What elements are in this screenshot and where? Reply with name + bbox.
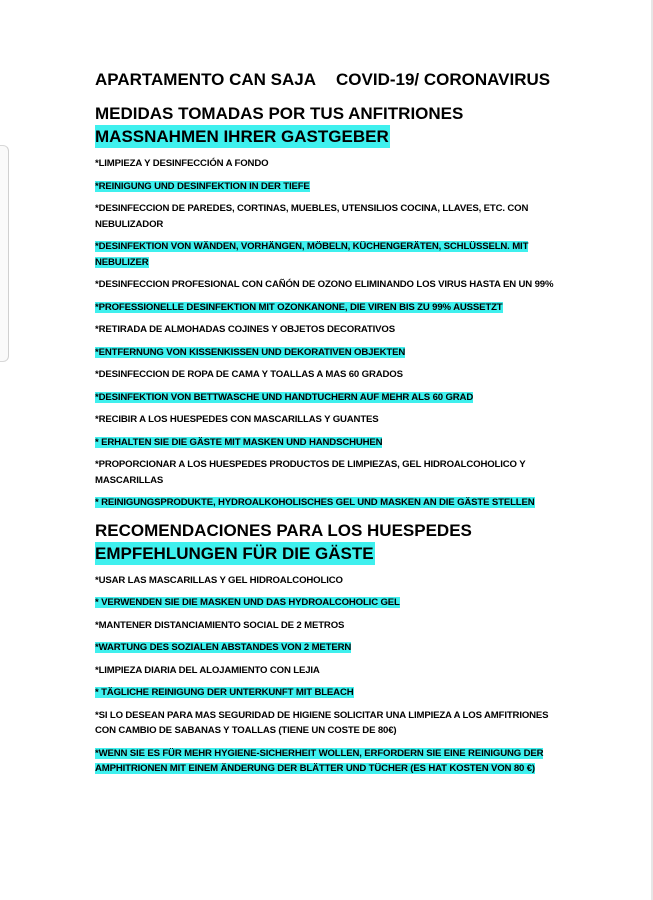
- list-item-de: * ERHALTEN SIE DIE GÄSTE MIT MASKEN UND HANDSCHUHEN: [95, 436, 383, 448]
- list-item-de: *WENN SIE ES FÜR MEHR HYGIENE-SICHERHEIT WOLLEN, ERFORDERN SIE EINE REINIGUNG DER AMPHITRIONEN MIT EINEM ÄNDERUNG DER BLÄTTER UND TÜCHER (ES HAT KOSTEN VON 80 €): [95, 747, 544, 774]
- list-item-es: *SI LO DESEAN PARA MAS SEGURIDAD DE HIGIENE SOLICITAR UNA LIMPIEZA A LOS AMFITRIONES CON CAMBIO DE SABANAS Y TOALLAS (TIENE UN COSTE DE 80€): [95, 709, 549, 736]
- list-item-de: *REINIGUNG UND DESINFEKTION IN DER TIEFE: [95, 180, 310, 192]
- list-item-de: * VERWENDEN SIE DIE MASKEN UND DAS HYDROALCOHOLIC GEL: [95, 597, 400, 608]
- list-item-es: *PROPORCIONAR A LOS HUESPEDES PRODUCTOS DE LIMPIEZAS, GEL HIDROALCOHOLICO Y MASCARILLAS: [95, 459, 526, 486]
- section1-heading-de: MASSNAHMEN IHRER GASTGEBER: [95, 127, 389, 146]
- list-item-es: *LIMPIEZA Y DESINFECCIÓN A FONDO: [95, 158, 269, 169]
- section2-heading-de: EMPFEHLUNGEN FÜR DIE GÄSTE: [95, 543, 374, 563]
- section2: [95, 519, 555, 777]
- list-item-de: *ENTFERNUNG VON KISSENKISSEN UND DEKORATIVEN OBJEKTEN: [95, 346, 406, 358]
- title-covid: COVID-19/ CORONAVIRUS: [336, 70, 551, 89]
- page-edge-shadow: [0, 145, 9, 362]
- document-title: [95, 68, 555, 92]
- list-item-de: *PROFESSIONELLE DESINFEKTION MIT OZONKANONE, DIE VIREN BIS ZU 99% AUSSETZT: [95, 301, 503, 313]
- list-item-es: *MANTENER DISTANCIAMIENTO SOCIAL DE 2 METROS: [95, 619, 345, 631]
- list-item-de: *DESINFEKTION VON WÄNDEN, VORHÄNGEN, MÖBELN, KÜCHENGERÄTEN, SCHLÜSSELN. MIT NEBULIZER: [95, 241, 529, 268]
- list-item-es: *LIMPIEZA DIARIA DEL ALOJAMIENTO CON LEJIA: [95, 664, 320, 676]
- list-item-es: *DESINFECCION DE PAREDES, CORTINAS, MUEBLES, UTENSILIOS COCINA, LLAVES, ETC. CON NEBULIZADOR: [95, 203, 529, 230]
- list-item-de: *WARTUNG DES SOZIALEN ABSTANDES VON 2 METERN: [95, 642, 352, 653]
- list-item-es: *USAR LAS MASCARILLAS Y GEL HIDROALCOHOLICO: [95, 574, 343, 586]
- title-apartment: APARTAMENTO CAN SAJA: [95, 70, 317, 89]
- section2-heading-es: RECOMENDACIONES PARA LOS HUESPEDES: [95, 520, 472, 540]
- list-item-de: * REINIGUNGSPRODUKTE, HYDROALKOHOLISCHES GEL UND MASKEN AN DIE GÄSTE STELLEN: [95, 497, 535, 508]
- list-item-es: *DESINFECCION DE ROPA DE CAMA Y TOALLAS A MAS 60 GRADOS: [95, 369, 403, 380]
- list-item-de: *DESINFEKTION VON BETTWASCHE UND HANDTUCHERN AUF MEHR ALS 60 GRAD: [95, 391, 474, 403]
- list-item-es: *DESINFECCION PROFESIONAL CON CAÑÓN DE OZONO ELIMINANDO LOS VIRUS HASTA EN UN 99%: [95, 279, 554, 290]
- list-item-es: *RECIBIR A LOS HUESPEDES CON MASCARILLAS Y GUANTES: [95, 414, 379, 425]
- section1-heading-es: MEDIDAS TOMADAS POR TUS ANFITRIONES: [95, 104, 464, 123]
- list-item-de: * TÄGLICHE REINIGUNG DER UNTERKUNFT MIT BLEACH: [95, 687, 354, 698]
- document-body: [95, 68, 555, 784]
- list-item-es: *RETIRADA DE ALMOHADAS COJINES Y OBJETOS DECORATIVOS: [95, 324, 395, 335]
